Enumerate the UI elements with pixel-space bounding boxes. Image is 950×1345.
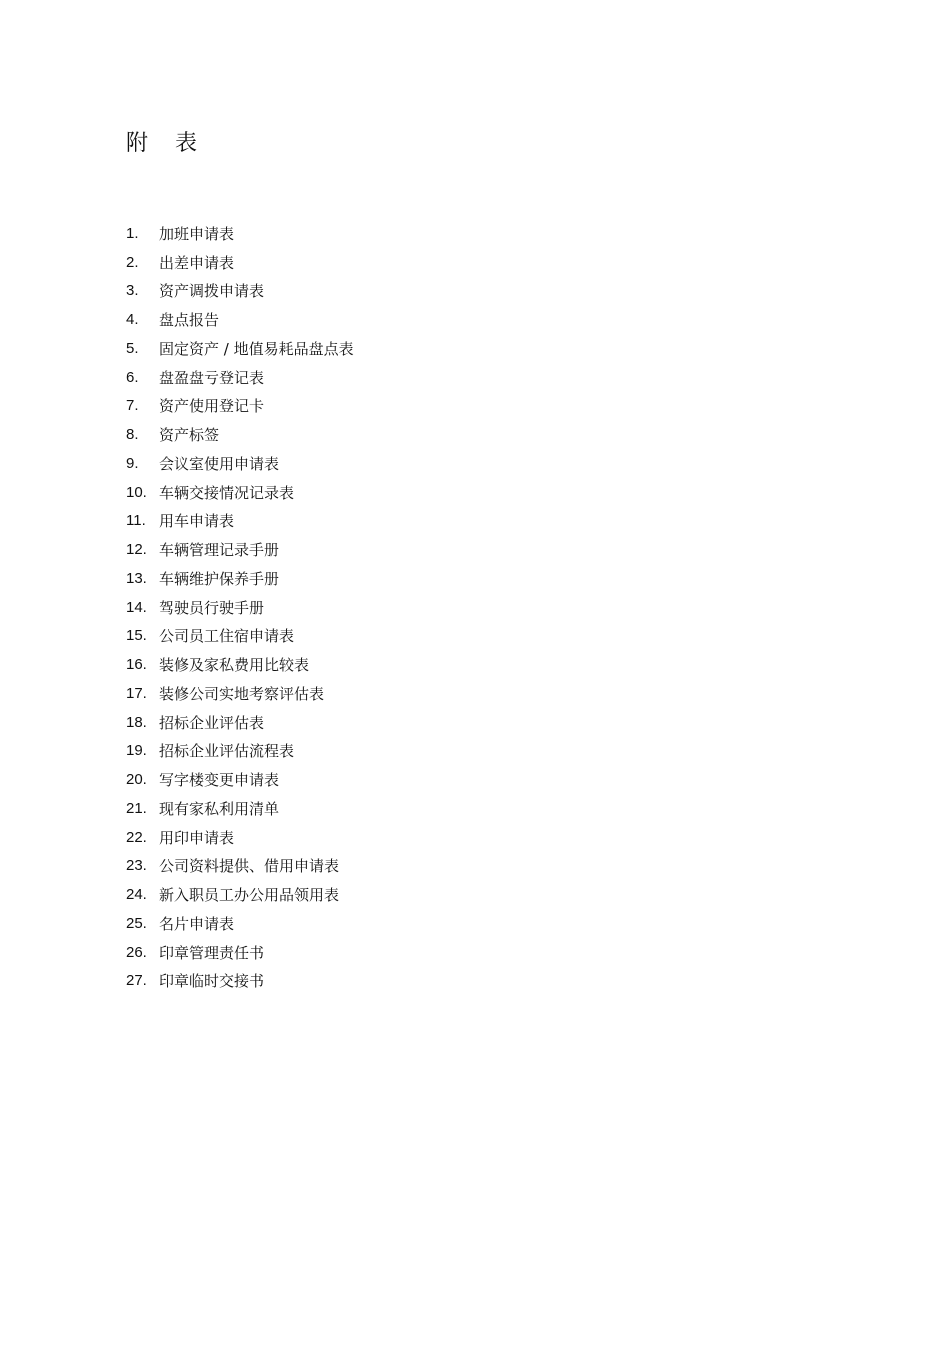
list-item [126,535,354,564]
item-label: 公司员工住宿申请表 [159,627,295,646]
item-label: 资产标签 [159,426,220,445]
item-number: 24. [126,886,147,904]
item-number: 8. [126,426,139,444]
item-label: 印章临时交接书 [159,972,265,991]
item-number: 7. [126,397,139,415]
list-item [126,305,354,334]
item-label: 名片申请表 [159,914,235,933]
item-label: 招标企业评估流程表 [159,742,295,761]
item-number: 19. [126,742,147,760]
item-number: 15. [126,627,147,645]
item-number: 25. [126,914,147,932]
item-number: 21. [126,799,147,817]
item-number: 16. [126,656,147,674]
item-label: 公司资料提供、借用申请表 [159,857,340,876]
item-label: 车辆维护保养手册 [159,569,280,588]
item-number: 22. [126,828,147,846]
item-label: 用车申请表 [159,512,235,531]
item-label: 现有家私利用清单 [159,799,280,818]
item-label: 新入职员工办公用品领用表 [159,886,340,905]
list-item [126,909,354,938]
item-label: 车辆交接情况记录表 [159,483,295,502]
item-label: 装修公司实地考察评估表 [159,684,325,703]
list-item [126,420,354,449]
item-number: 1. [126,224,139,242]
item-label: 资产调拨申请表 [159,282,265,301]
appendix-list [126,219,354,995]
list-item [126,737,354,766]
item-number: 20. [126,771,147,789]
item-number: 18. [126,713,147,731]
item-label: 会议室使用申请表 [159,454,280,473]
item-number: 11. [126,512,146,530]
item-number: 12. [126,541,147,559]
list-item [126,622,354,651]
item-number: 5. [126,339,139,357]
list-item [126,967,354,996]
list-item [126,708,354,737]
list-item [126,765,354,794]
list-item [126,248,354,277]
item-label: 装修及家私费用比较表 [159,656,310,675]
item-label: 招标企业评估表 [159,713,265,732]
list-item [126,478,354,507]
list-item [126,507,354,536]
list-item [126,938,354,967]
item-number: 26. [126,943,147,961]
list-item [126,392,354,421]
item-label: 盘盈盘亏登记表 [159,368,265,387]
list-item [126,650,354,679]
item-number: 9. [126,454,139,472]
list-item [126,880,354,909]
item-number: 27. [126,972,147,990]
list-item [126,334,354,363]
page-title: 附 表 [126,131,207,156]
item-number: 10. [126,483,147,501]
item-number: 23. [126,857,147,875]
item-number: 13. [126,569,147,587]
list-item [126,679,354,708]
list-item [126,593,354,622]
item-label: 资产使用登记卡 [159,397,265,416]
item-number: 4. [126,311,139,329]
list-item [126,852,354,881]
item-label: 出差申请表 [159,253,235,272]
list-item [126,363,354,392]
list-item [126,564,354,593]
list-item [126,794,354,823]
list-item [126,449,354,478]
item-number: 2. [126,253,139,271]
item-number: 14. [126,598,147,616]
item-label: 驾驶员行驶手册 [159,598,265,617]
item-number: 17. [126,684,147,702]
item-label: 用印申请表 [159,828,235,847]
item-label: 车辆管理记录手册 [159,541,280,560]
list-item [126,219,354,248]
item-label: 固定资产 / 地值易耗品盘点表 [159,339,354,358]
item-number: 6. [126,368,139,386]
item-label: 盘点报告 [159,311,220,330]
item-label: 加班申请表 [159,224,235,243]
item-label: 印章管理责任书 [159,943,265,962]
item-label: 写字楼变更申请表 [159,771,280,790]
list-item [126,277,354,306]
list-item [126,823,354,852]
item-number: 3. [126,282,139,300]
